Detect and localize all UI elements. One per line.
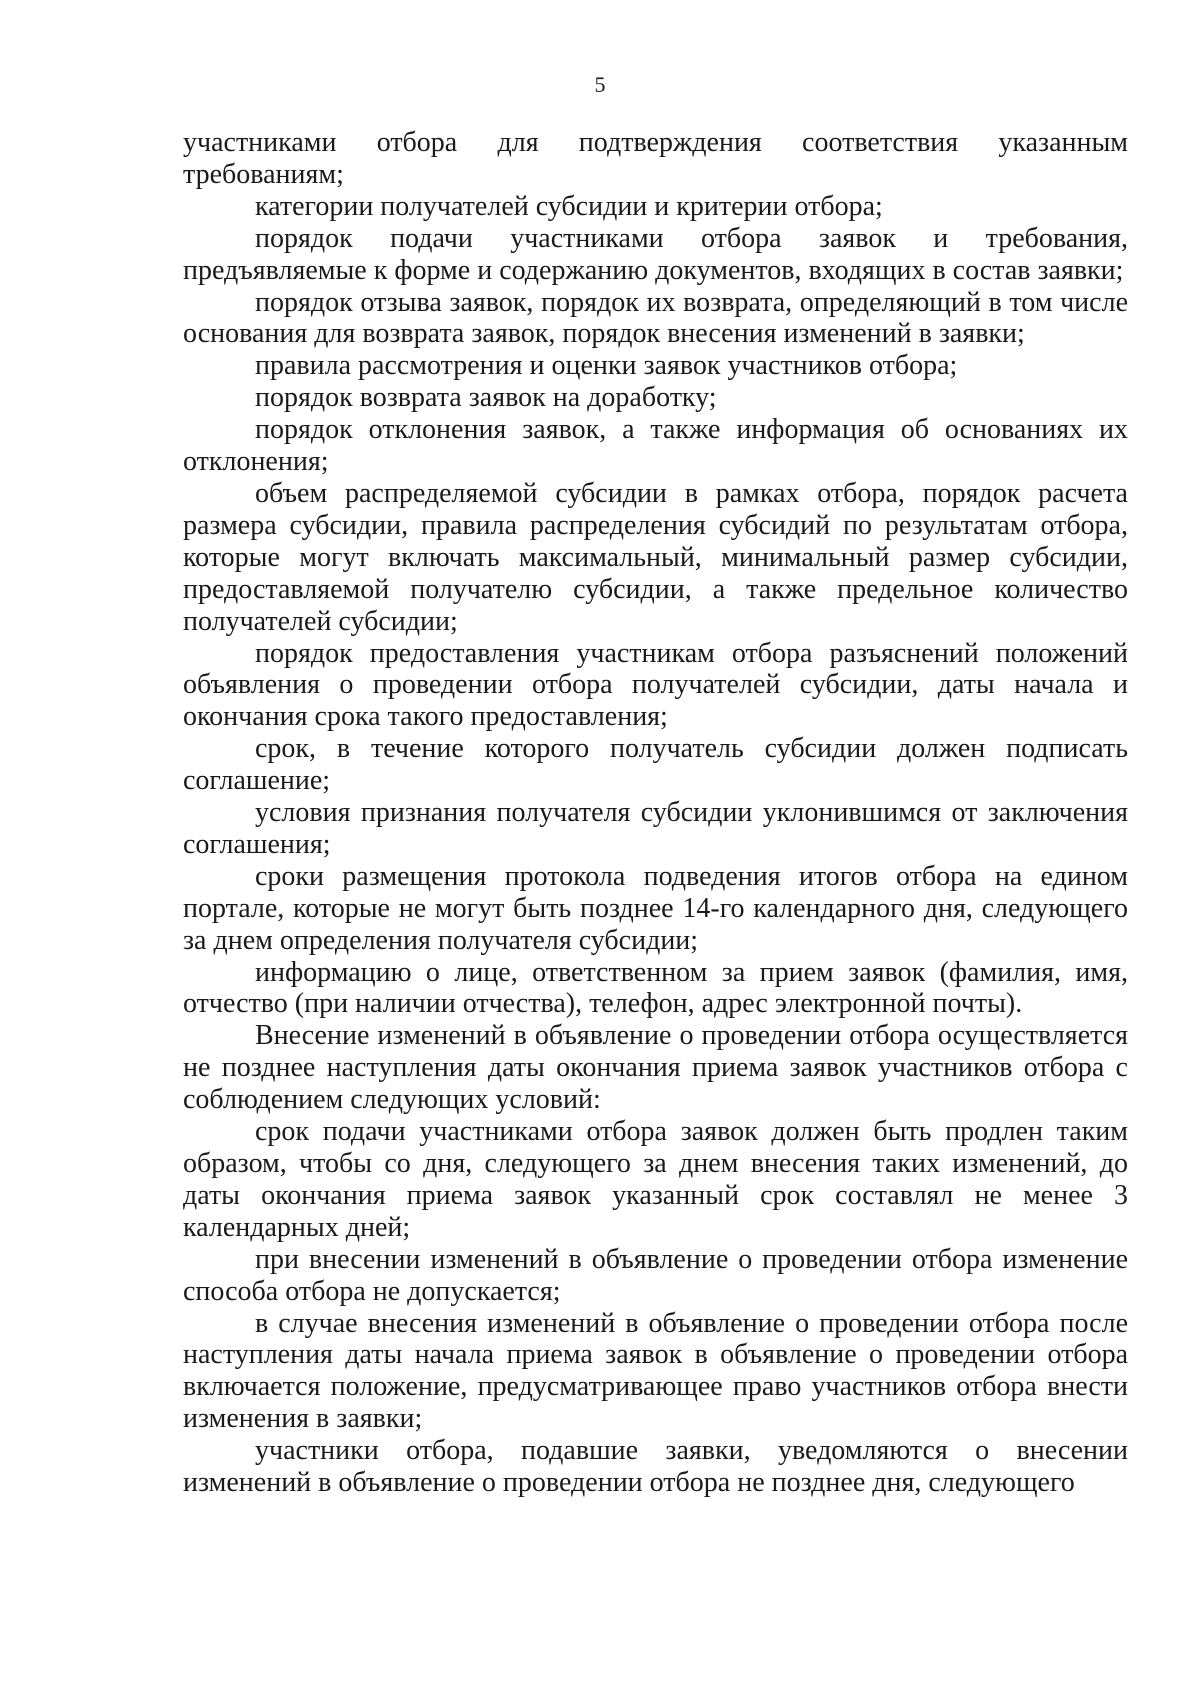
paragraph: сроки размещения протокола подведения итогов отбора на едином портале, которые не могут быть позднее 14-го календарного дня, следующего за днем определения получателя субсидии; <box>183 860 1128 956</box>
paragraph: объем распределяемой субсидии в рамках отбора, порядок расчета размера субсидии, правила распределения субсидий по результатам отбора, которые могут включать максимальный, минимальный размер субсидии, предоставляемой получателю субсидии, а также предельное количество получателей субсидии; <box>183 477 1128 637</box>
paragraph: в случае внесения изменений в объявление о проведении отбора после наступления даты начала приема заявок в объявление о проведении отбора включается положение, предусматривающее право участников отбора внести изменения в заявки; <box>183 1307 1128 1435</box>
paragraph: порядок подачи участниками отбора заявок и требования, предъявляемые к форме и содержанию документов, входящих в состав заявки; <box>183 222 1128 286</box>
paragraph: срок подачи участниками отбора заявок должен быть продлен таким образом, чтобы со дня, следующего за днем внесения таких изменений, до даты окончания приема заявок указанный срок составлял не менее 3 календарных дней; <box>183 1116 1128 1243</box>
paragraph: порядок отклонения заявок, а также информация об основаниях их отклонения; <box>183 414 1128 478</box>
paragraph: участники отбора, подавшие заявки, уведомляются о внесении изменений в объявление о проведении отбора не позднее дня, следующего <box>183 1435 1128 1499</box>
paragraph: условия признания получателя субсидии уклонившимся от заключения соглашения; <box>183 797 1128 860</box>
paragraph-continuation: участниками отбора для подтверждения соответствия указанным требованиям; <box>183 127 1128 190</box>
paragraph: Внесение изменений в объявление о проведении отбора осуществляется не позднее наступления даты окончания приема заявок участников отбора с соблюдением следующих условий: <box>183 1020 1128 1116</box>
paragraph: порядок отзыва заявок, порядок их возврата, определяющий в том числе основания для возврата заявок, порядок внесения изменений в заявки; <box>183 286 1128 350</box>
paragraph: порядок предоставления участникам отбора разъяснений положений объявления о проведении отбора получателей субсидии, даты начала и окончания срока такого предоставления; <box>183 637 1128 733</box>
paragraph: информацию о лице, ответственном за прием заявок (фамилия, имя, отчество (при наличии отчества), телефон, адрес электронной почты). <box>183 956 1128 1020</box>
paragraph: срок, в течение которого получатель субсидии должен подписать соглашение; <box>183 733 1128 797</box>
paragraph: порядок возврата заявок на доработку; <box>255 382 717 414</box>
document-body <box>183 127 1128 1499</box>
paragraph: категории получателей субсидии и критерии отбора; <box>255 190 883 222</box>
page-number: 5 <box>594 72 606 97</box>
paragraph: правила рассмотрения и оценки заявок участников отбора; <box>255 350 958 382</box>
paragraph: при внесении изменений в объявление о проведении отбора изменение способа отбора не допускается; <box>183 1243 1128 1307</box>
